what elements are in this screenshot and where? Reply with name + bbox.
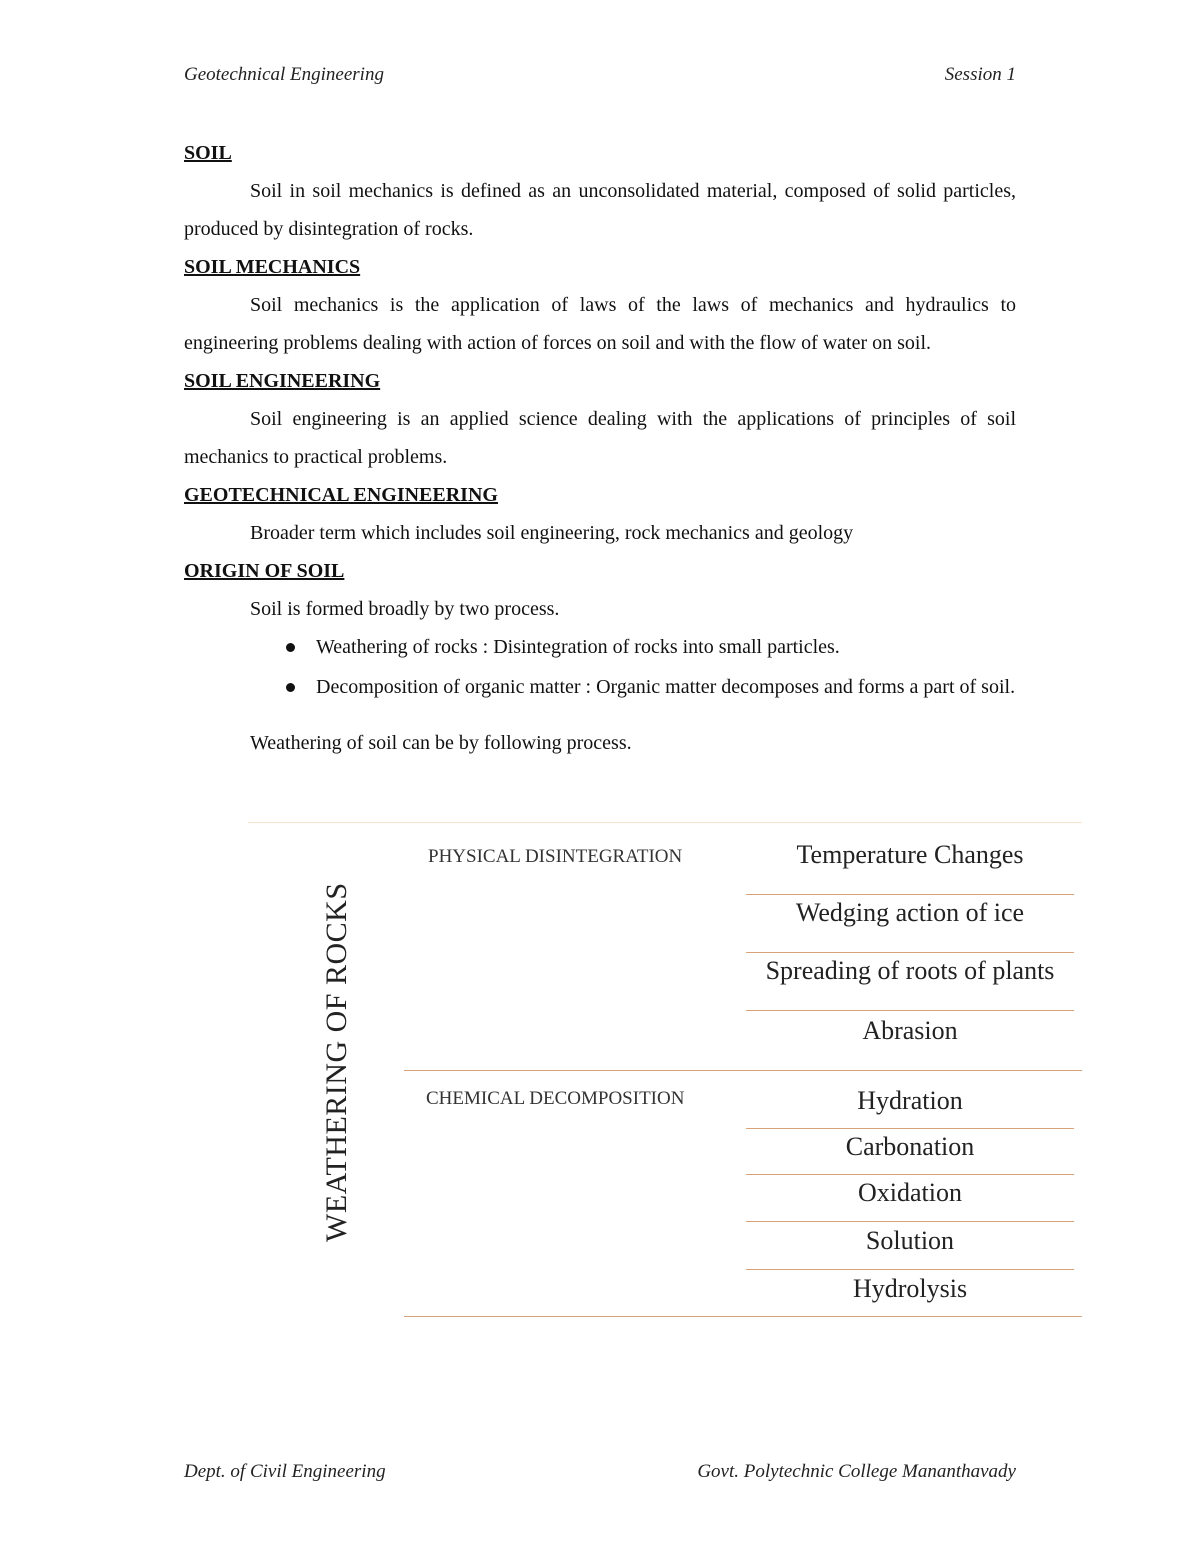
item-hydration: Hydration [857, 1086, 963, 1115]
header-course-title: Geotechnical Engineering [184, 64, 384, 85]
diagram-top-rule [248, 822, 1082, 823]
page-footer [184, 1461, 1016, 1483]
list-item [284, 668, 1016, 706]
item-carbonation: Carbonation [845, 1132, 975, 1161]
list-item-text: Weathering of rocks : Disintegration of rocks into small particles. [316, 636, 840, 658]
list-item-text: Decomposition of organic matter : Organic matter decomposes and forms a part of soil. [316, 676, 1016, 698]
heading-origin-of-soil: ORIGIN OF SOIL [184, 560, 345, 582]
paragraph-origin-intro: Soil is formed broadly by two process. [250, 598, 560, 620]
item-separator [746, 1128, 1074, 1129]
list-item [284, 628, 1016, 666]
item-separator [746, 1221, 1074, 1222]
paragraph-soil-mechanics: Soil mechanics is the application of laws of the laws of mechanics and hydraulics to engineering problems dealing with action of forces on soil and with the flow of water on soil. [184, 294, 1016, 354]
heading-geotechnical-engineering: GEOTECHNICAL ENGINEERING [184, 484, 498, 506]
item-separator [746, 1269, 1074, 1270]
group-separator [404, 1070, 1082, 1071]
item-abrasion: Abrasion [862, 1016, 958, 1045]
heading-soil: SOIL [184, 142, 232, 164]
document-body [184, 134, 1016, 762]
paragraph-soil-engineering: Soil engineering is an applied science dealing with the applications of principles of soil mechanics to practical problems. [184, 408, 1016, 468]
diagram-title: WEATHERING OF ROCKS [320, 882, 353, 1242]
heading-soil-engineering: SOIL ENGINEERING [184, 370, 381, 392]
paragraph-geotechnical-engineering: Broader term which includes soil engineering, rock mechanics and geology [250, 522, 854, 544]
item-hydrolysis: Hydrolysis [852, 1274, 968, 1303]
diagram-bottom-rule [404, 1316, 1082, 1317]
item-separator [746, 1010, 1074, 1011]
footer-department: Dept. of Civil Engineering [184, 1461, 386, 1482]
footer-college: Govt. Polytechnic College Mananthavady [697, 1461, 1016, 1482]
item-separator [746, 1174, 1074, 1175]
weathering-diagram [248, 822, 1082, 1322]
origin-bullet-list [184, 628, 1016, 706]
item-solution: Solution [865, 1226, 955, 1255]
item-oxidation: Oxidation [858, 1178, 962, 1207]
item-separator [746, 952, 1074, 953]
item-separator [746, 894, 1074, 895]
page-header [184, 64, 1016, 86]
paragraph-origin-outro: Weathering of soil can be by following process. [250, 732, 632, 754]
paragraph-soil: Soil in soil mechanics is defined as an unconsolidated material, composed of solid particles, produced by disintegration of rocks. [184, 180, 1016, 240]
item-wedging-action: Wedging action of ice [795, 898, 1025, 927]
bullet-icon [286, 643, 295, 652]
group-label-chemical: CHEMICAL DECOMPOSITION [426, 1088, 685, 1109]
header-session: Session 1 [944, 64, 1016, 85]
group-label-physical: PHYSICAL DISINTEGRATION [428, 846, 683, 867]
bullet-icon [286, 683, 295, 692]
item-spreading-roots: Spreading of roots of plants [765, 956, 1055, 985]
item-temperature-changes: Temperature Changes [796, 840, 1024, 869]
heading-soil-mechanics: SOIL MECHANICS [184, 256, 361, 278]
